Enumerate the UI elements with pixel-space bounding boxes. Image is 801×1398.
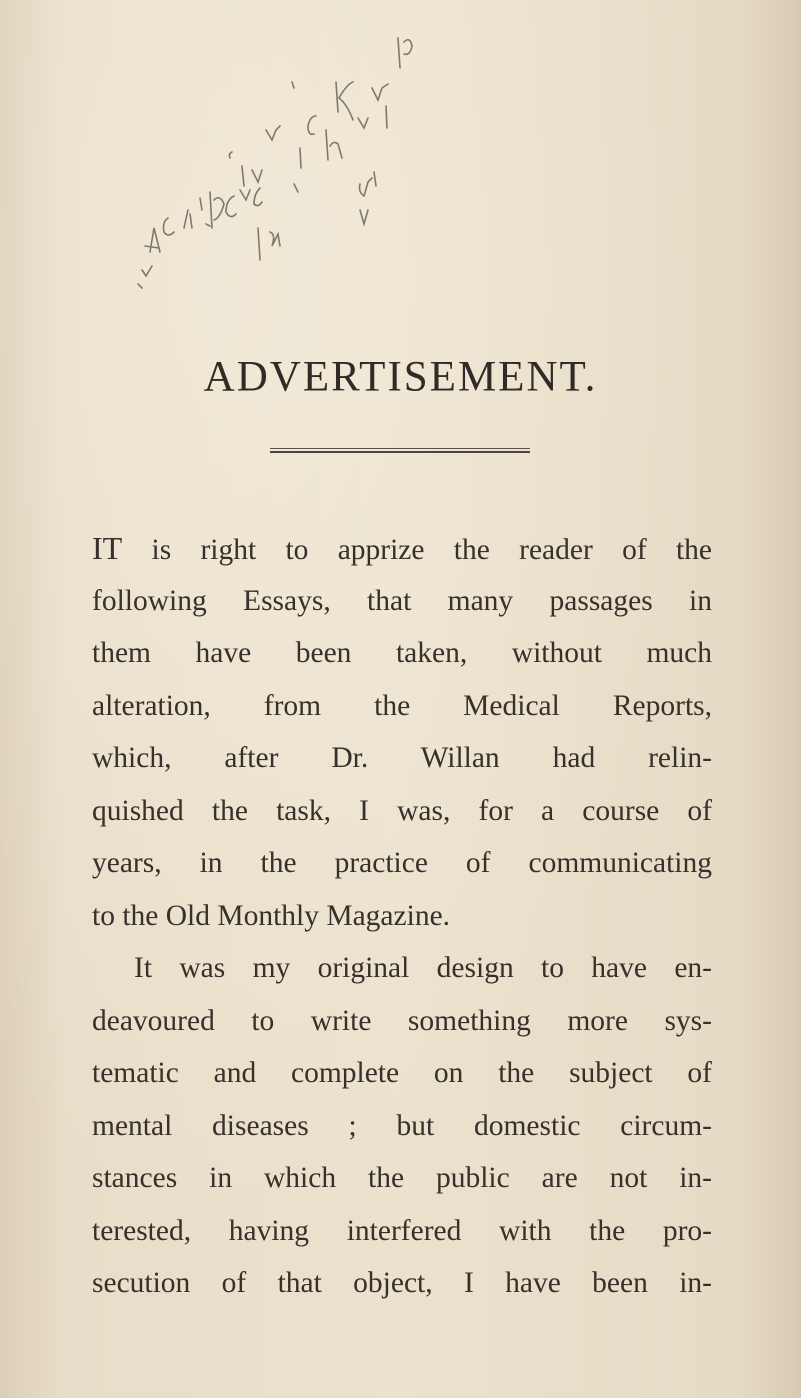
heading-rule bbox=[270, 448, 530, 454]
heading-text: ADVERTISEMENT. bbox=[203, 352, 598, 401]
text-line: quished the task, I was, for a course of bbox=[92, 794, 712, 827]
text-line: to the Old Monthly Magazine. bbox=[92, 899, 451, 932]
text-line: years, in the practice of communicating bbox=[92, 847, 712, 879]
text-line: stances in which the public are not in- bbox=[92, 1162, 712, 1194]
text-line: them have been taken, without much bbox=[92, 637, 712, 669]
text-line: alteration, from the Medical Reports, bbox=[92, 689, 712, 722]
text-line: terested, having interfered with the pro- bbox=[92, 1214, 712, 1247]
text-line-rest: is right to apprize the reader of the bbox=[122, 534, 712, 566]
text-line: secution of that object, I have been in- bbox=[92, 1267, 712, 1299]
text-line: tematic and complete on the subject of bbox=[92, 1057, 712, 1089]
page-heading bbox=[0, 352, 801, 401]
text-line: It was my original design to have en- bbox=[134, 952, 712, 984]
text-line: which, after Dr. Willan had relin- bbox=[92, 742, 712, 774]
text-line bbox=[92, 522, 712, 575]
rule-thick-line bbox=[270, 451, 530, 453]
text-line: mental diseases ; but domestic circum- bbox=[92, 1109, 712, 1142]
text-line: deavoured to write something more sys- bbox=[92, 1004, 712, 1037]
handwritten-scribble bbox=[30, 20, 450, 340]
text-line: following Essays, that many passages in bbox=[92, 584, 712, 617]
body-paragraph bbox=[92, 522, 712, 1310]
rule-thin-line bbox=[270, 448, 530, 449]
initial-letters: IT bbox=[92, 530, 123, 566]
